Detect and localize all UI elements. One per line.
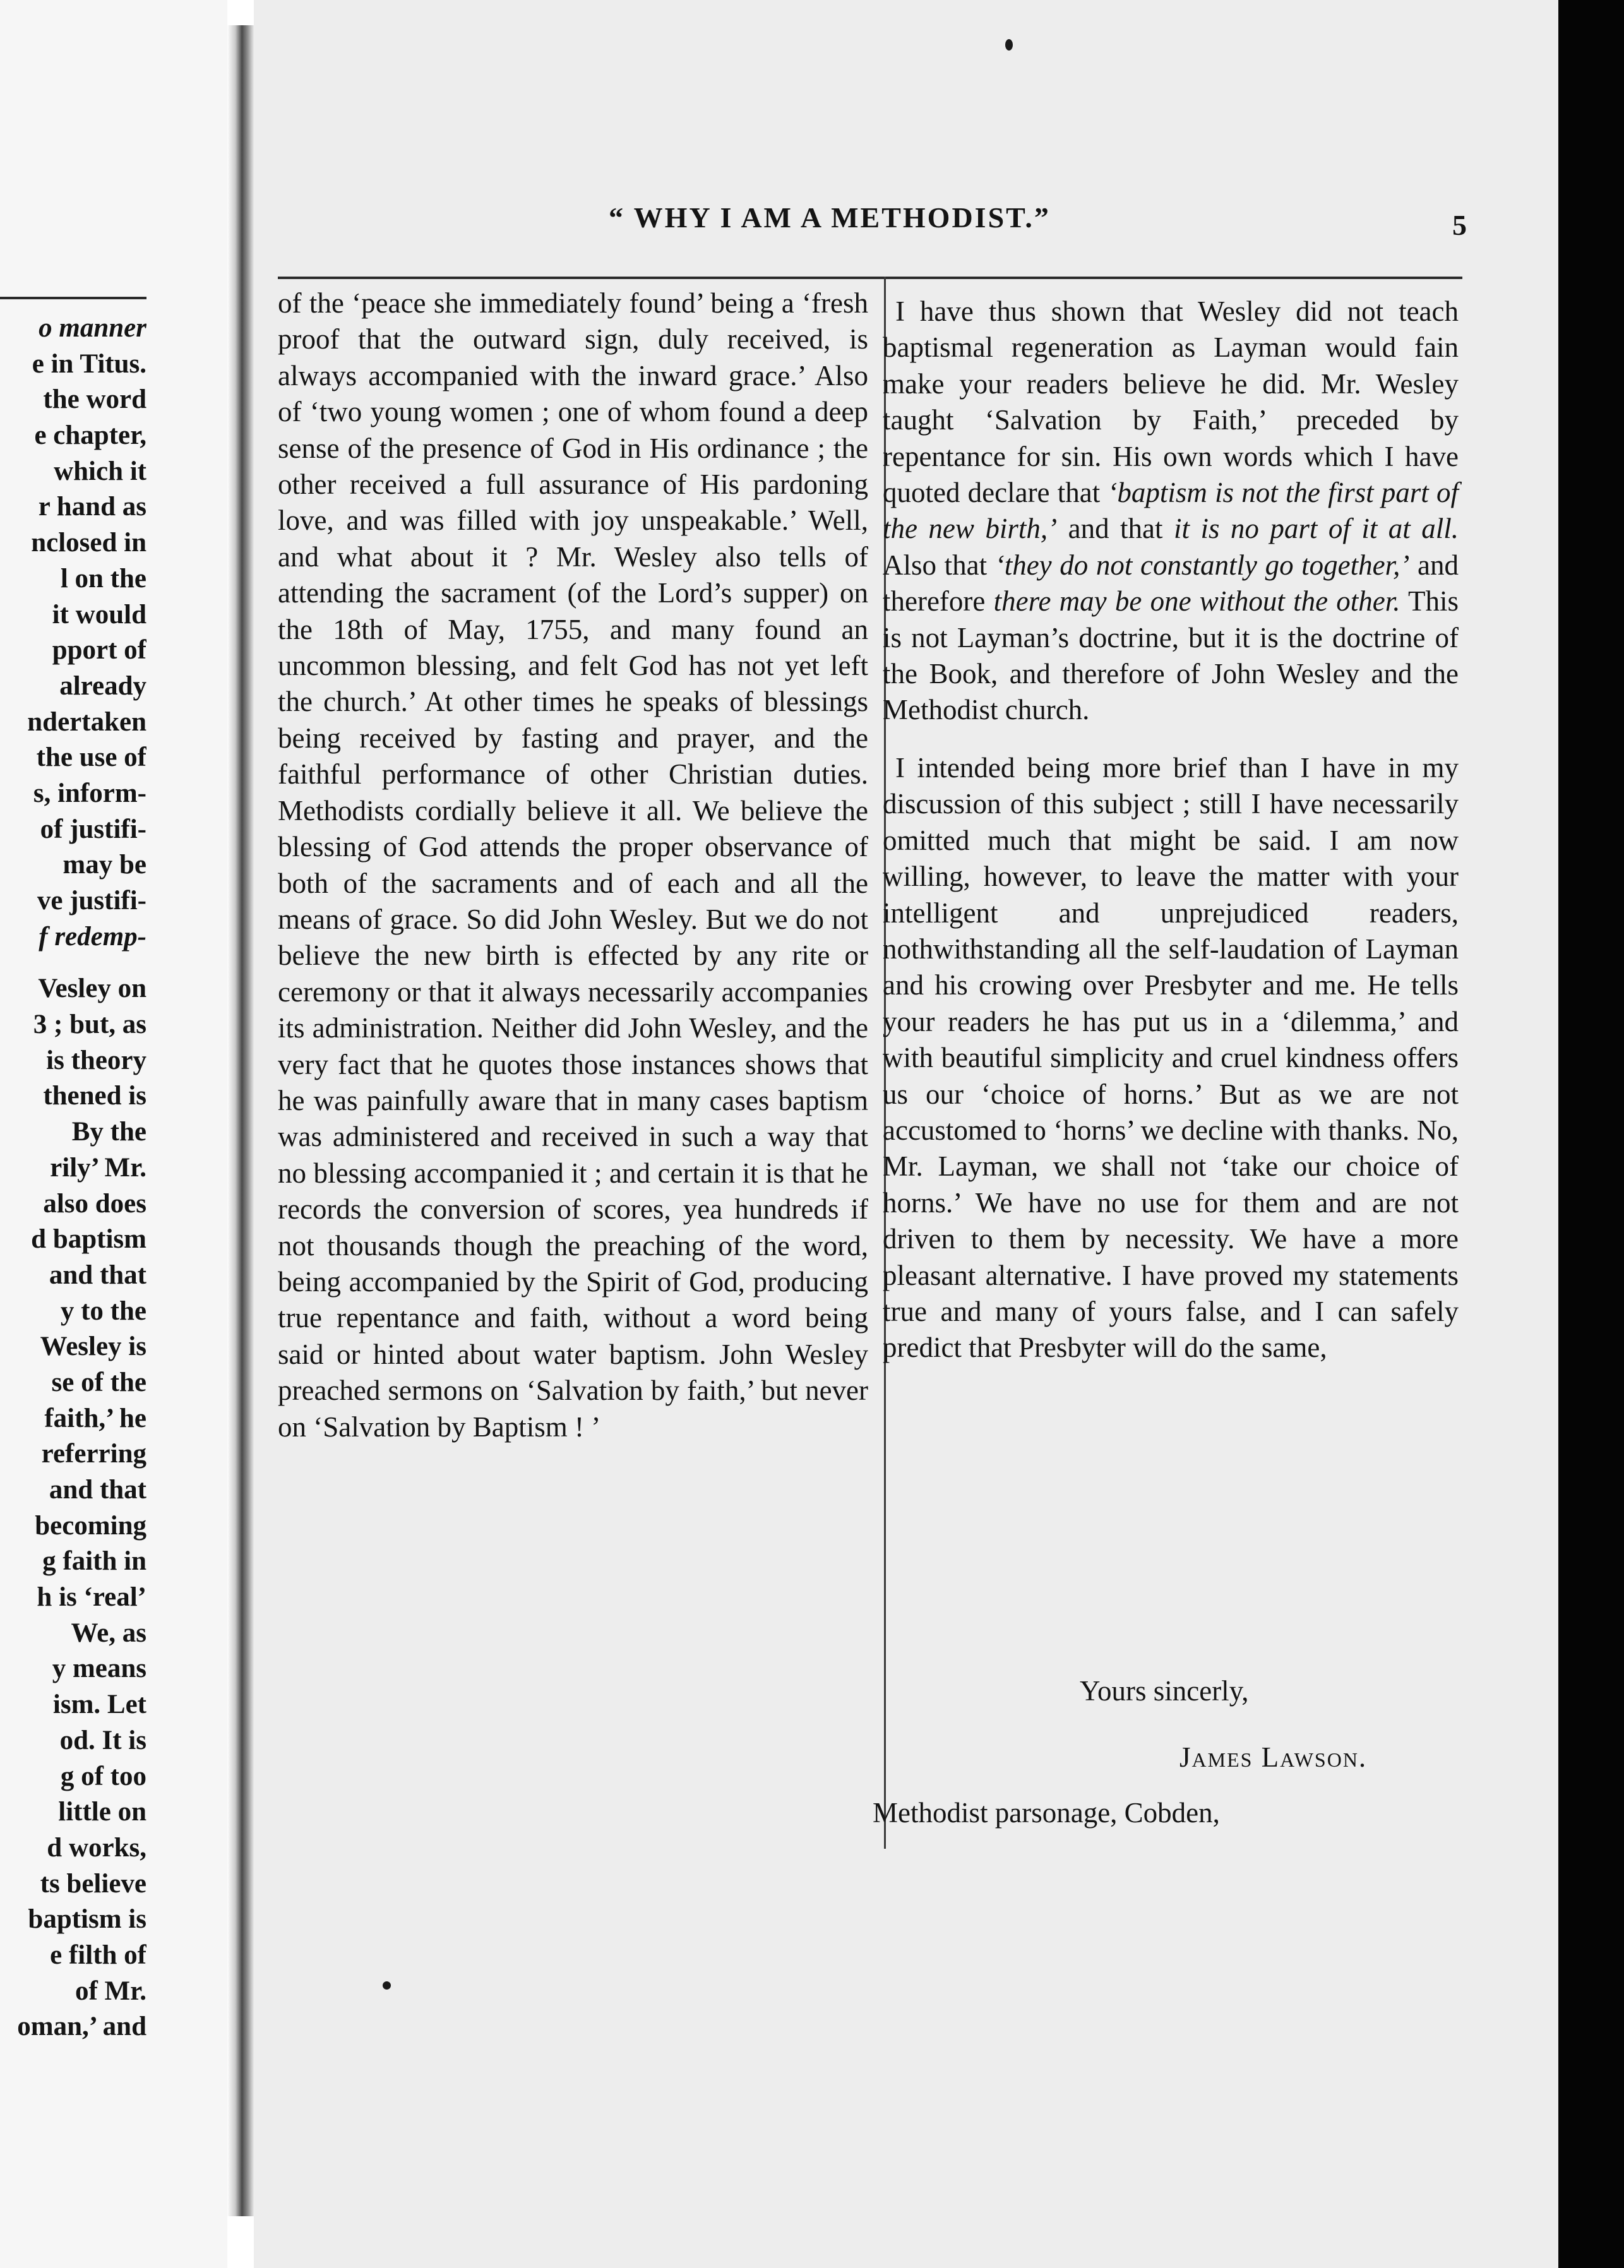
- previous-page-line: of Mr.: [75, 1976, 146, 2006]
- italic-run: there may be one without the other.: [993, 585, 1400, 618]
- previous-page-line: rily’ Mr.: [50, 1152, 146, 1183]
- previous-page-line: d works,: [47, 1832, 146, 1863]
- previous-page-line: g faith in: [42, 1546, 146, 1577]
- right-paragraph-2: I intended being more brief than I have in my discussion of this subject ; still I have necessarily omitted much that might be said. I am now willing, however, to leave the matter with your intelligent and unprejudiced readers, nothwithstanding all the self-laudation of Layman and his crowing over Presbyter and me. He tells your readers he has put us in a ‘dilemma,’ and with beautiful simplicity and cruel kindness offers us our ‘choice of horns.’ But as we are not accustomed to ‘horns’ we decline with thanks. No, Mr. Layman, we shall not ‘take our choice of horns.’ We have no use for them and are not driven to them by necessity. We have a more pleasant alternative. I have proved my statements true and many of yours false, and I can safely predict that Presbyter will do the same,: [883, 751, 1459, 1364]
- text-run: I have thus shown that Wesley did not teach baptismal regeneration as Layman would fain make your readers believe he did. Mr. Wesley taught ‘Salvation by Faith,’ preceded by repentance for sin. His own words which I have quoted declare that: [883, 295, 1459, 509]
- previous-page-line: e in Titus.: [32, 349, 146, 379]
- previous-page-line: h is ‘real’: [37, 1582, 146, 1613]
- right-paragraph-1: [883, 294, 1459, 729]
- previous-page-line: it would: [52, 599, 146, 630]
- previous-page-line: thened is: [43, 1081, 146, 1111]
- previous-page-line: already: [59, 671, 146, 701]
- previous-page-line: l on the: [60, 563, 146, 594]
- previous-page-line: e filth of: [50, 1940, 146, 1970]
- previous-page-line: pport of: [52, 635, 146, 665]
- previous-page-line: the use of: [36, 743, 146, 773]
- previous-page-text: [0, 311, 146, 2045]
- previous-page-line: By the: [71, 1117, 146, 1147]
- previous-page-line: is theory: [46, 1045, 146, 1075]
- previous-page-line: and that: [49, 1475, 146, 1505]
- previous-page-line: r hand as: [38, 492, 146, 522]
- previous-page-line: g of too: [60, 1761, 146, 1791]
- previous-page-line: of justifi-: [40, 814, 146, 844]
- previous-page-rule: [0, 297, 146, 299]
- previous-page-line: which it: [54, 456, 146, 486]
- previous-page-line: ve justifi-: [37, 886, 146, 916]
- previous-page-line: baptism is: [28, 1904, 146, 1935]
- previous-page-line: ts believe: [40, 1868, 146, 1899]
- right-column: [883, 294, 1459, 1366]
- previous-page-line: faith,’ he: [44, 1403, 146, 1433]
- place-line: Methodist parsonage, Cobden,: [873, 1797, 1220, 1829]
- previous-page-line: s, inform-: [33, 778, 146, 808]
- text-run: and that: [1057, 513, 1174, 545]
- previous-page-line: Wesley is: [40, 1332, 146, 1362]
- previous-page-line: may be: [63, 850, 146, 880]
- page-number: 5: [1452, 209, 1467, 241]
- text-run: This is not Layman’s doctrine, but it is the doctrine of the Book, and therefore of John Wesley and the Methodist church.: [883, 585, 1459, 726]
- previous-page-line: Vesley on: [38, 974, 146, 1004]
- italic-run: ‘they do not constantly go together,’: [994, 549, 1410, 581]
- previous-page-line: d baptism: [31, 1224, 146, 1255]
- header-rule: [278, 277, 1462, 279]
- previous-page-line: e chapter,: [34, 421, 146, 451]
- left-column: [278, 285, 868, 1445]
- scan-border-right: [1558, 0, 1624, 2268]
- left-paragraph: of the ‘peace she immediately found’ being a ‘fresh proof that the outward sign, duly received, is always accompanied with the inward grace.’ Also of ‘two young women ; one of whom found a deep sense of the presence of God in His ordinance ; the other received a full assurance of His pardoning love, and was filled with joy unspeakable.’ Well, and what about it ? Mr. Wesley also tells of attending the sacrament (of the Lord’s supper) on the 18th of May, 1755, and many found an uncommon blessing, and felt God has not yet left the church.’ At other times he speaks of blessings being received by fasting and prayer, and the faithful performance of other Christian duties. Methodists cordially believe it all. We believe the blessing of God attends the proper observance of both of the sacraments and of each and all the means of grace. So did John Wesley. But we do not believe the new birth is effected by any rite or ceremony or that it always necessarily accompanies its administration. Neither did John Wesley, and the very fact that he quotes those instances shows that he was painfully aware that in many cases baptism was administered and received in such a way that no blessing accompanied it ; and certain it is that he records the conversion of scores, yea hundreds if not thousands though the preaching of the word, being accompanied by the Spirit of God, producing true repentance and faith, without a word being said or hinted about water baptism. John Wesley preached sermons on ‘Salvation by faith,’ but never on ‘Salvation by Baptism ! ’: [278, 287, 868, 1443]
- previous-page-line: y means: [52, 1654, 146, 1684]
- previous-page-line: and that: [49, 1260, 146, 1290]
- previous-page-line: also does: [43, 1188, 146, 1219]
- page-gutter: [227, 25, 254, 2216]
- previous-page-line: f redemp-: [39, 921, 146, 952]
- previous-page-line: ism. Let: [52, 1690, 146, 1720]
- previous-page-line: o manner: [39, 313, 146, 343]
- previous-page-line: We, as: [71, 1618, 146, 1648]
- ink-dot-top: [1005, 39, 1013, 51]
- ink-dot-bottom: [383, 1981, 391, 1990]
- previous-page-line: nclosed in: [31, 528, 146, 558]
- previous-page-line: od. It is: [59, 1725, 146, 1755]
- italic-run: it is no part of it at all.: [1173, 513, 1459, 545]
- signature: James Lawson.: [1179, 1741, 1368, 1773]
- text-run: and therefore: [883, 549, 1459, 618]
- text-run: Also that: [883, 549, 995, 581]
- previous-page-line: referring: [41, 1439, 146, 1469]
- previous-page-line: the word: [43, 385, 146, 415]
- previous-page-line: oman,’ and: [17, 2012, 146, 2042]
- previous-page-line: ndertaken: [27, 707, 146, 737]
- previous-page-line: becoming: [35, 1510, 146, 1541]
- running-title: “ WHY I AM A METHODIST.”: [609, 201, 1051, 234]
- previous-page-line: y to the: [60, 1296, 146, 1326]
- previous-page-line: se of the: [51, 1367, 146, 1397]
- previous-page-line: little on: [58, 1797, 146, 1827]
- italic-run: ‘baptism is not the first part of the new birth,’: [883, 477, 1459, 545]
- sign-off: Yours sincerly,: [1080, 1675, 1249, 1707]
- previous-page-line: 3 ; but, as: [33, 1010, 146, 1040]
